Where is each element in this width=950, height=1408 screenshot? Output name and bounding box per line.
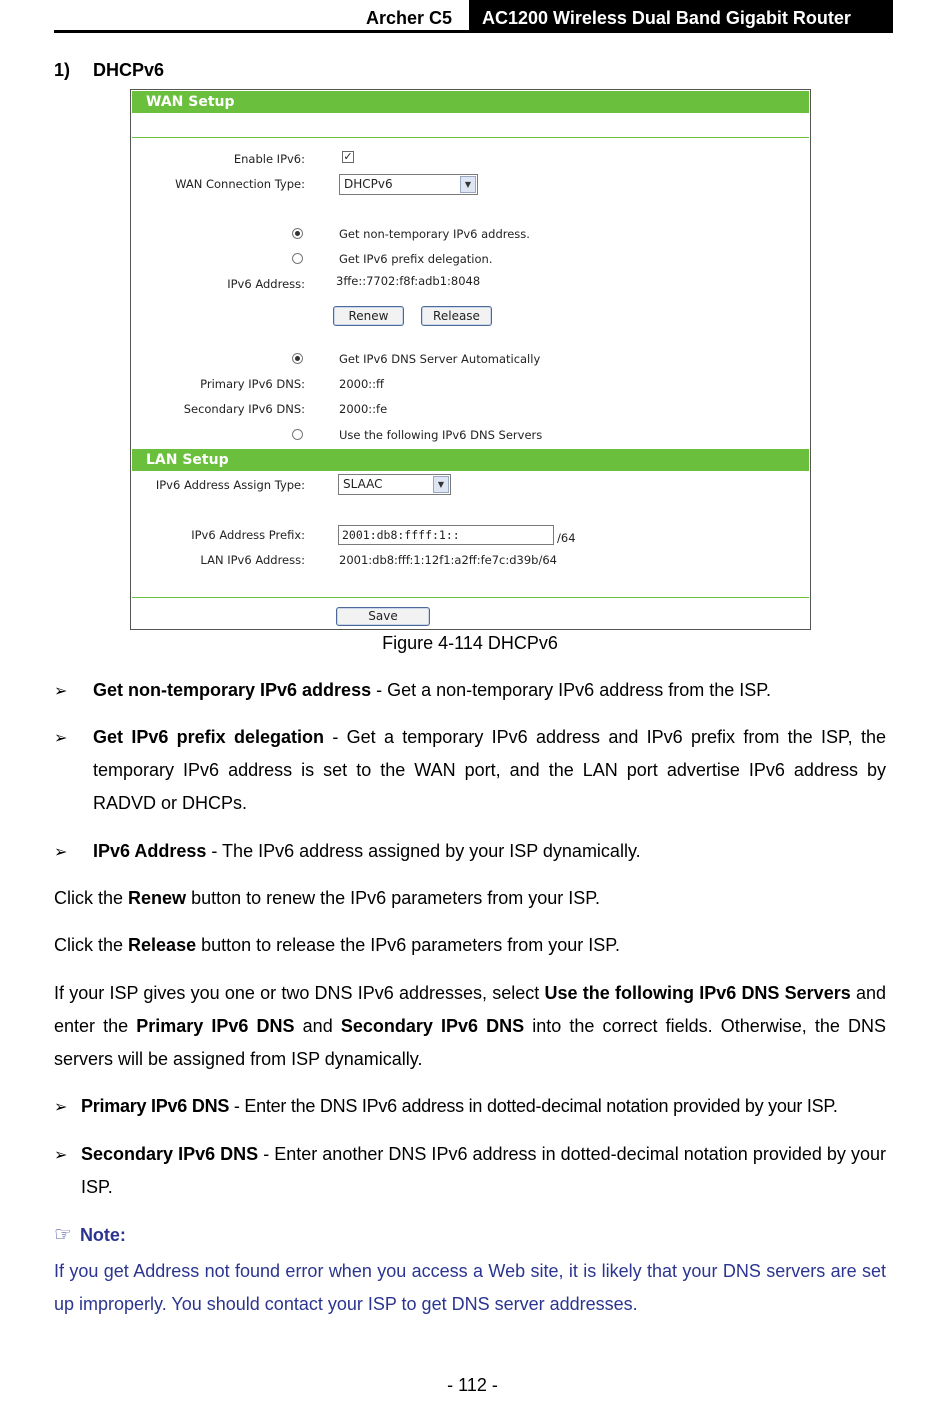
bullet-term: IPv6 Address [93,841,207,861]
chevron-down-icon: ▼ [433,476,449,493]
para-text: into the correct fields. Otherwise, the DNS servers will be assigned from ISP dynamically. [54,1016,886,1069]
arrowhead-bullet-icon: ➢ [54,1145,68,1164]
section-title [54,60,164,81]
page-number: - 112 - [447,1375,498,1395]
bullet-term: Get IPv6 prefix delegation [93,727,325,747]
secondary-dns-label: Secondary IPv6 DNS: [183,402,305,416]
para-text: If your ISP gives you one or two DNS IPv6 addresses, select [54,983,545,1003]
prefix-delegation-label: Get IPv6 prefix delegation. [339,252,493,266]
wan-setup-header: WAN Setup [132,91,809,113]
para-text: button to release the IPv6 parameters from your ISP. [196,935,620,955]
dns-term: Secondary IPv6 DNS [340,1016,525,1036]
assign-type-value: SLAAC [343,477,383,491]
bullet-text: - The IPv6 address assigned by your ISP dynamically. [206,841,641,861]
assign-type-label: IPv6 Address Assign Type: [155,478,305,492]
secondary-dns-value: 2000::fe [339,402,388,416]
bullet-term: Primary IPv6 DNS [81,1096,230,1116]
arrowhead-bullet-icon: ➢ [54,1097,68,1116]
wan-connection-type-select[interactable] [339,174,478,195]
para-text: Click the [54,888,129,908]
para-text: and [294,1016,341,1036]
prefix-label: IPv6 Address Prefix: [191,528,305,542]
note-text: If you get Address not found error when you access a Web site, it is likely that your DNS servers are set up improperly. You should contact your ISP to get DNS server addresses. [54,1261,886,1314]
para-text: Click the [54,935,129,955]
arrowhead-bullet-icon: ➢ [54,842,68,861]
section-title-text: DHCPv6 [93,60,165,80]
bullet-term: Secondary IPv6 DNS [81,1144,259,1164]
enable-ipv6-label: Enable IPv6: [233,152,305,166]
wan-divider [132,137,809,138]
figure-caption: Figure 4-114 DHCPv6 [382,633,558,653]
dns-auto-radio[interactable] [292,353,303,364]
nontemporary-radio[interactable] [292,228,303,239]
release-button[interactable]: Release [421,306,492,326]
lan-address-value: 2001:db8:fff:1:12f1:a2ff:fe7c:d39b/64 [339,553,557,567]
enable-ipv6-checkbox[interactable]: ✓ [343,150,353,163]
renew-paragraph [54,882,886,915]
dns-paragraph [54,977,886,1076]
wan-connection-type-label: WAN Connection Type: [175,177,305,191]
bullet-text: - Enter another DNS IPv6 address in dotted-decimal notation provided by your ISP. [81,1144,886,1197]
bullet-text: - Get a non-temporary IPv6 address from the ISP. [371,680,771,700]
header-product-title: AC1200 Wireless Dual Band Gigabit Router [469,0,893,32]
router-settings-figure [130,89,811,630]
nontemporary-label: Get non-temporary IPv6 address. [339,227,530,241]
renew-term: Renew [128,888,187,908]
note-label: Note: [79,1225,126,1245]
save-button[interactable]: Save [336,607,430,626]
bullet-text: - Get a temporary IPv6 address and IPv6 prefix from the ISP, the temporary IPv6 address is set to the WAN port, and the LAN port advertise IPv6 address by RADVD or DHCPs. [93,727,887,813]
header-rule [54,30,893,33]
primary-dns-value: 2000::ff [339,377,384,391]
release-term: Release [128,935,197,955]
pointing-hand-icon: ☞ [54,1222,72,1246]
bullet-term: Get non-temporary IPv6 address [93,680,372,700]
prefix-input[interactable]: 2001:db8:ffff:1:: [338,525,554,545]
wan-connection-type-value: DHCPv6 [344,177,393,191]
assign-type-select[interactable] [338,474,451,495]
lan-setup-header: LAN Setup [132,449,809,471]
dns-auto-label: Get IPv6 DNS Server Automatically [339,352,541,366]
dns-term: Primary IPv6 DNS [136,1016,295,1036]
bullet-text: - Enter the DNS IPv6 address in dotted-decimal notation provided by your ISP. [229,1096,838,1116]
note-heading [54,1222,126,1246]
header-model: Archer C5 [366,8,453,28]
dns-manual-label: Use the following IPv6 DNS Servers [339,428,543,442]
lan-divider [132,597,809,598]
para-text: and enter the [54,983,886,1036]
release-paragraph [54,929,886,962]
primary-dns-label: Primary IPv6 DNS: [200,377,305,391]
chevron-down-icon: ▼ [460,176,476,193]
dns-manual-radio[interactable] [292,429,303,440]
ipv6-address-label: IPv6 Address: [227,277,305,291]
prefix-delegation-radio[interactable] [292,253,303,264]
prefix-suffix: /64 [557,531,576,545]
section-number: 1) [54,60,71,80]
para-text: button to renew the IPv6 parameters from your ISP. [186,888,600,908]
arrowhead-bullet-icon: ➢ [54,681,68,700]
ipv6-address-value: 3ffe::7702:f8f:adb1:8048 [336,274,481,288]
dns-term: Use the following IPv6 DNS Servers [544,983,851,1003]
lan-address-label: LAN IPv6 Address: [200,553,305,567]
arrowhead-bullet-icon: ➢ [54,728,68,747]
renew-button[interactable]: Renew [333,306,404,326]
